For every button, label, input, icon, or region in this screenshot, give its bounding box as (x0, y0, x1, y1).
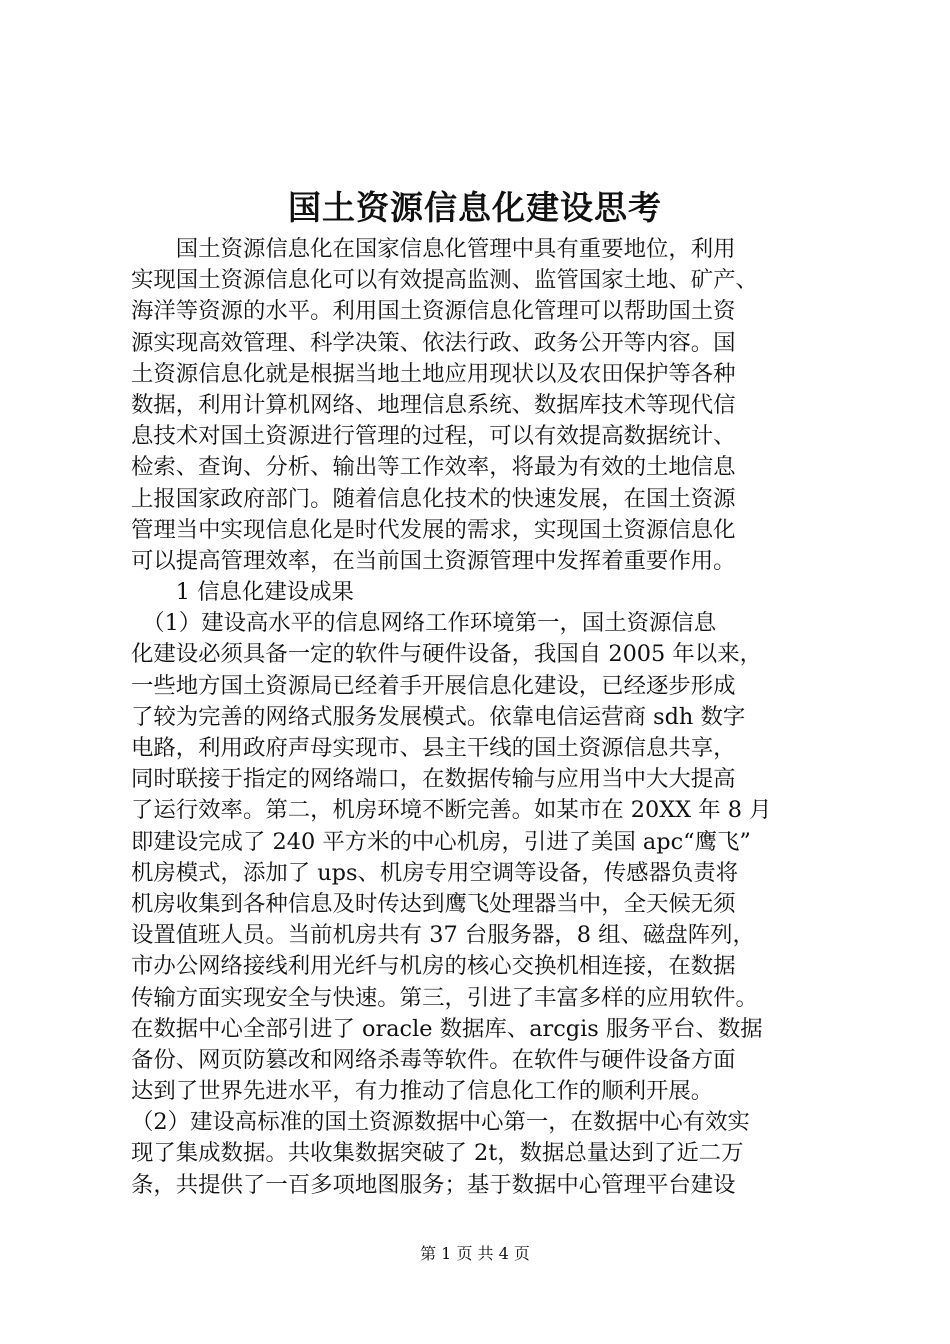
body-line: 机房收集到各种信息及时传达到鹰飞处理器当中，全天候无须 (131, 890, 736, 917)
body-line: 国土资源信息化在国家信息化管理中具有重要地位，利用 (131, 236, 736, 262)
body-line: 电路，利用政府声母实现市、县主干线的国土资源信息共享， (131, 735, 736, 761)
body-line: 一些地方国土资源局已经着手开展信息化建设，已经逐步形成 (131, 672, 736, 699)
body-line: 源实现高效管理、科学决策、依法行政、政务公开等内容。国 (131, 329, 736, 356)
body-line: 设置值班人员。当前机房共有 37 台服务器，8 组、磁盘阵列， (131, 922, 755, 949)
body-line: 现了集成数据。共收集数据突破了 2t，数据总量达到了近二万 (131, 1140, 744, 1167)
body-line: 可以提高管理效率，在当前国土资源管理中发挥着重要作用。 (131, 547, 736, 574)
body-line: 传输方面实现安全与快速。第三，引进了丰富多样的应用软件。 (131, 984, 758, 1011)
body-line: 了较为完善的网络式服务发展模式。依靠电信运营商 sdh 数字 (131, 703, 746, 730)
body-line: 土资源信息化就是根据当地土地应用现状以及农田保护等各种 (131, 360, 736, 387)
body-line: 机房模式，添加了 ups、机房专用空调等设备，传感器负责将 (131, 859, 739, 886)
body-line: 达到了世界先进水平，有力推动了信息化工作的顺利开展。 (131, 1078, 714, 1105)
body-line: 了运行效率。第二，机房环境不断完善。如某市在 20XX 年 8 月 (131, 797, 772, 824)
body-line: 检索、查询、分析、输出等工作效率，将最为有效的土地信息 (131, 454, 736, 481)
body-line: 同时联接于指定的网络端口，在数据传输与应用当中大大提高 (131, 766, 736, 793)
body-line: （1）建设高水平的信息网络工作环境第一，国土资源信息 (131, 610, 717, 637)
document-body (131, 234, 831, 1201)
body-line: 化建设必须具备一定的软件与硬件设备，我国自 2005 年以来， (131, 641, 762, 668)
body-line: 在数据中心全部引进了 oracle 数据库、arcgis 服务平台、数据 (131, 1015, 763, 1042)
body-line: 管理当中实现信息化是时代发展的需求，实现国土资源信息化 (131, 516, 736, 543)
body-line: 即建设完成了 240 平方米的中心机房，引进了美国 apc“鹰飞” (131, 828, 751, 855)
section-heading: 1 信息化建设成果 (131, 579, 354, 606)
body-line: 上报国家政府部门。随着信息化技术的快速发展，在国土资源 (131, 485, 736, 512)
page-footer: 第 1 页 共 4 页 (420, 1244, 530, 1263)
document-title: 国土资源信息化建设思考 (288, 188, 662, 227)
body-line: （2）建设高标准的国土资源数据中心第一，在数据中心有效实 (131, 1109, 750, 1136)
body-line: 条，共提供了一百多项地图服务；基于数据中心管理平台建设 (131, 1171, 736, 1198)
body-line: 备份、网页防篡改和网络杀毒等软件。在软件与硬件设备方面 (131, 1046, 736, 1073)
body-line: 数据，利用计算机网络、地理信息系统、数据库技术等现代信 (131, 391, 736, 418)
body-line: 海洋等资源的水平。利用国土资源信息化管理可以帮助国土资 (131, 298, 736, 325)
body-line: 实现国土资源信息化可以有效提高监测、监管国家土地、矿产、 (131, 267, 758, 294)
body-line: 息技术对国土资源进行管理的过程，可以有效提高数据统计、 (131, 423, 736, 450)
body-line: 市办公网络接线利用光纤与机房的核心交换机相连接，在数据 (131, 953, 736, 980)
